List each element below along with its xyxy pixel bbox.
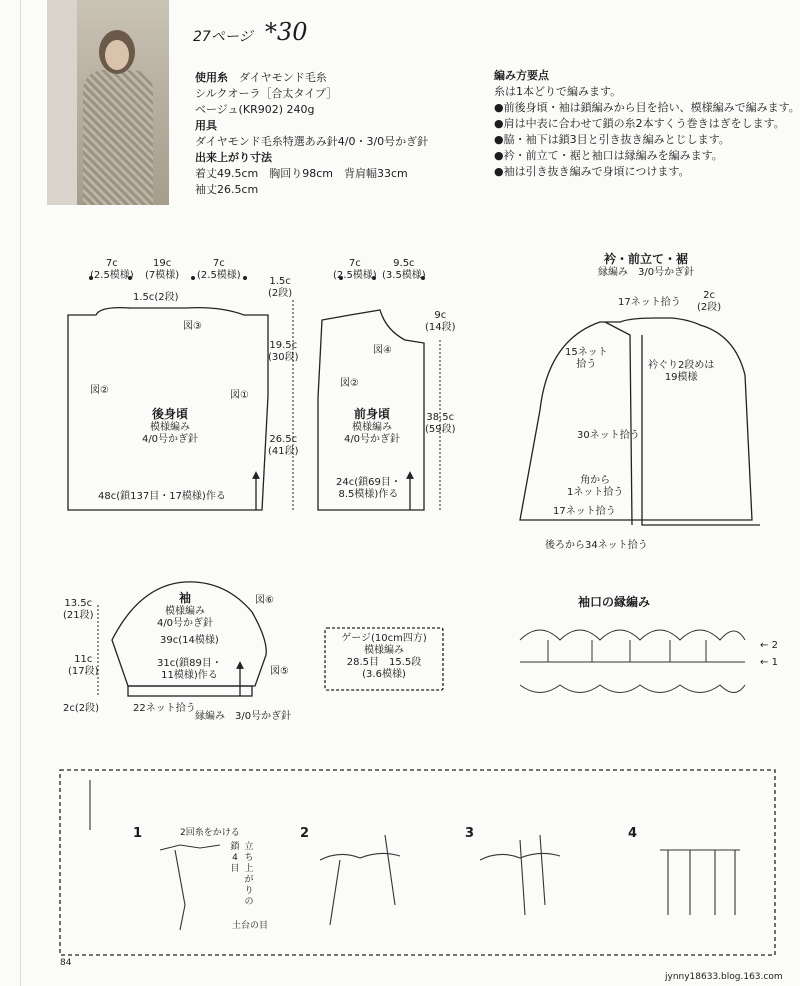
tools-text: ダイヤモンド毛糸特選あみ針4/0・3/0号かぎ針 [195,135,429,148]
back-title-block: 後身頃 模様編み 4/0号かぎ針 [141,407,199,445]
collar-title-block: 衿・前立て・裾 縁編み 3/0号かぎ針 [598,252,695,278]
collar-pick17: 17ネット拾う [618,297,681,308]
sleeve-base: 31c(鎖89目・ 11模様)作る [157,658,222,681]
sleeve-edge: 縁編み 3/0号かぎ針 [195,711,292,722]
collar-pick15: 15ネット 拾う [565,347,608,370]
points-item: ●前後身頃・袖は鎖編みから目を拾い、模様編みで編みます。 [494,101,800,114]
step-1-side-note-2: 鎖 4 目 [230,842,240,874]
step-1-note: 2回糸をかける [180,828,240,838]
collar-back34: 後ろから34ネット拾う [545,540,648,551]
yarn-label: 使用糸 [195,71,228,84]
sleeve-left-dim-2: 11c (17段) [68,654,99,677]
step-3-number: 3 [465,826,475,841]
front-right-dim-1: 9c (14段) [425,310,456,333]
page-reference: 27ページ [193,29,253,45]
step-2-number: 2 [300,826,310,841]
sleeve-fig6: 図⑥ [255,595,274,606]
front-title-block: 前身頃 模様編み 4/0号かぎ針 [343,407,401,445]
sleeve-cuff-band [128,686,252,696]
step-1-side-note: 立 ち 上 が り の [244,842,254,907]
page-number: 84 [60,958,72,968]
points-item: ●袖は引き抜き編みで身頃につけます。 [494,165,690,178]
step-4-number: 4 [628,826,638,841]
howto-illustrations [90,780,740,930]
size-line-1: 着丈49.5cm 胸回り98cm 背肩幅33cm [195,167,408,180]
points-title: 編み方要点 [494,69,549,82]
back-base-dim: 48c(鎖137目・17模様)作る [98,491,226,502]
front-top-dim-1: 7c (2.5模様) [333,258,377,281]
sleeve-left-dim-3: 2c(2段) [63,703,100,714]
size-label: 出来上がり寸法 [195,151,272,164]
step-1-number: 1 [133,826,143,841]
sleeve-left-dim-1: 13.5c (21段) [63,598,94,621]
front-fig2: 図② [340,378,359,389]
back-top-dim-1: 7c (2.5模様) [90,258,134,281]
back-top-dim-3: 7c (2.5模様) [197,258,241,281]
sleeve-title-block: 袖 模様編み 4/0号かぎ針 [156,591,214,629]
back-fig3: 図③ [183,321,202,332]
cuff-title: 袖口の縁編み [578,595,651,609]
back-fig2: 図② [90,385,109,396]
side-dim-c: 26.5c (41段) [268,434,299,457]
points-item: ●脇・袖下は鎖3目と引き抜き編みとじします。 [494,133,730,146]
points-intro: 糸は1本どりで編みます。 [494,85,622,98]
cuff-chart-lines [520,630,745,693]
collar-pick17b: 17ネット拾う [553,506,616,517]
collar-outline [520,318,752,520]
cuff-row-1: ← 1 [760,657,778,668]
collar-pick30: 30ネット拾う [577,430,640,441]
yarn-brand: ダイヤモンド毛糸 [239,71,327,84]
yarn-color: ベージュ(KR902) 240g [195,103,315,116]
sleeve-fig5: 図⑤ [270,666,289,677]
sleeve-width: 39c(14模様) [160,635,219,646]
side-dim-b: 19.5c (30段) [268,340,299,363]
front-base-dim: 24c(鎖69目・ 8.5模様)作る [336,477,401,500]
points-item: ●肩は中表に合わせて鎖の糸2本すくう巻きはぎをします。 [494,117,785,130]
back-top-dim-2: 19c (7模様) [145,258,180,281]
tools-label: 用具 [195,119,217,132]
collar-corner: 角から 1ネット拾う [567,475,624,498]
collar-neckline: 衿ぐり2段めは 19模様 [648,360,715,383]
step-1-base: 土台の目 [232,921,269,931]
size-line-2: 袖丈26.5cm [195,183,259,196]
front-right-dim-2: 38.5c (59段) [425,412,456,435]
watermark: jynny18633.blog.163.com [665,972,783,982]
back-fig1: 図① [230,390,249,401]
pattern-number: *30 [265,18,308,46]
cuff-row-2: ← 2 [760,640,778,651]
points-item: ●衿・前立て・裾と袖口は縁編みを編みます。 [494,149,723,162]
sleeve-pick22: 22ネット拾う [133,703,196,714]
collar-right-dim: 2c (2段) [697,290,722,313]
front-top-dim-2: 9.5c (3.5模様) [382,258,426,281]
gauge-text: ゲージ(10cm四方) 模様編み 28.5目 15.5段 (3.6模様) [341,633,427,680]
yarn-name: シルクオーラ［合太タイプ］ [195,87,338,100]
back-neck-dim: 1.5c(2段) [133,292,179,303]
front-fig4: 図④ [373,345,392,356]
side-dim-a: 1.5c (2段) [268,276,293,299]
